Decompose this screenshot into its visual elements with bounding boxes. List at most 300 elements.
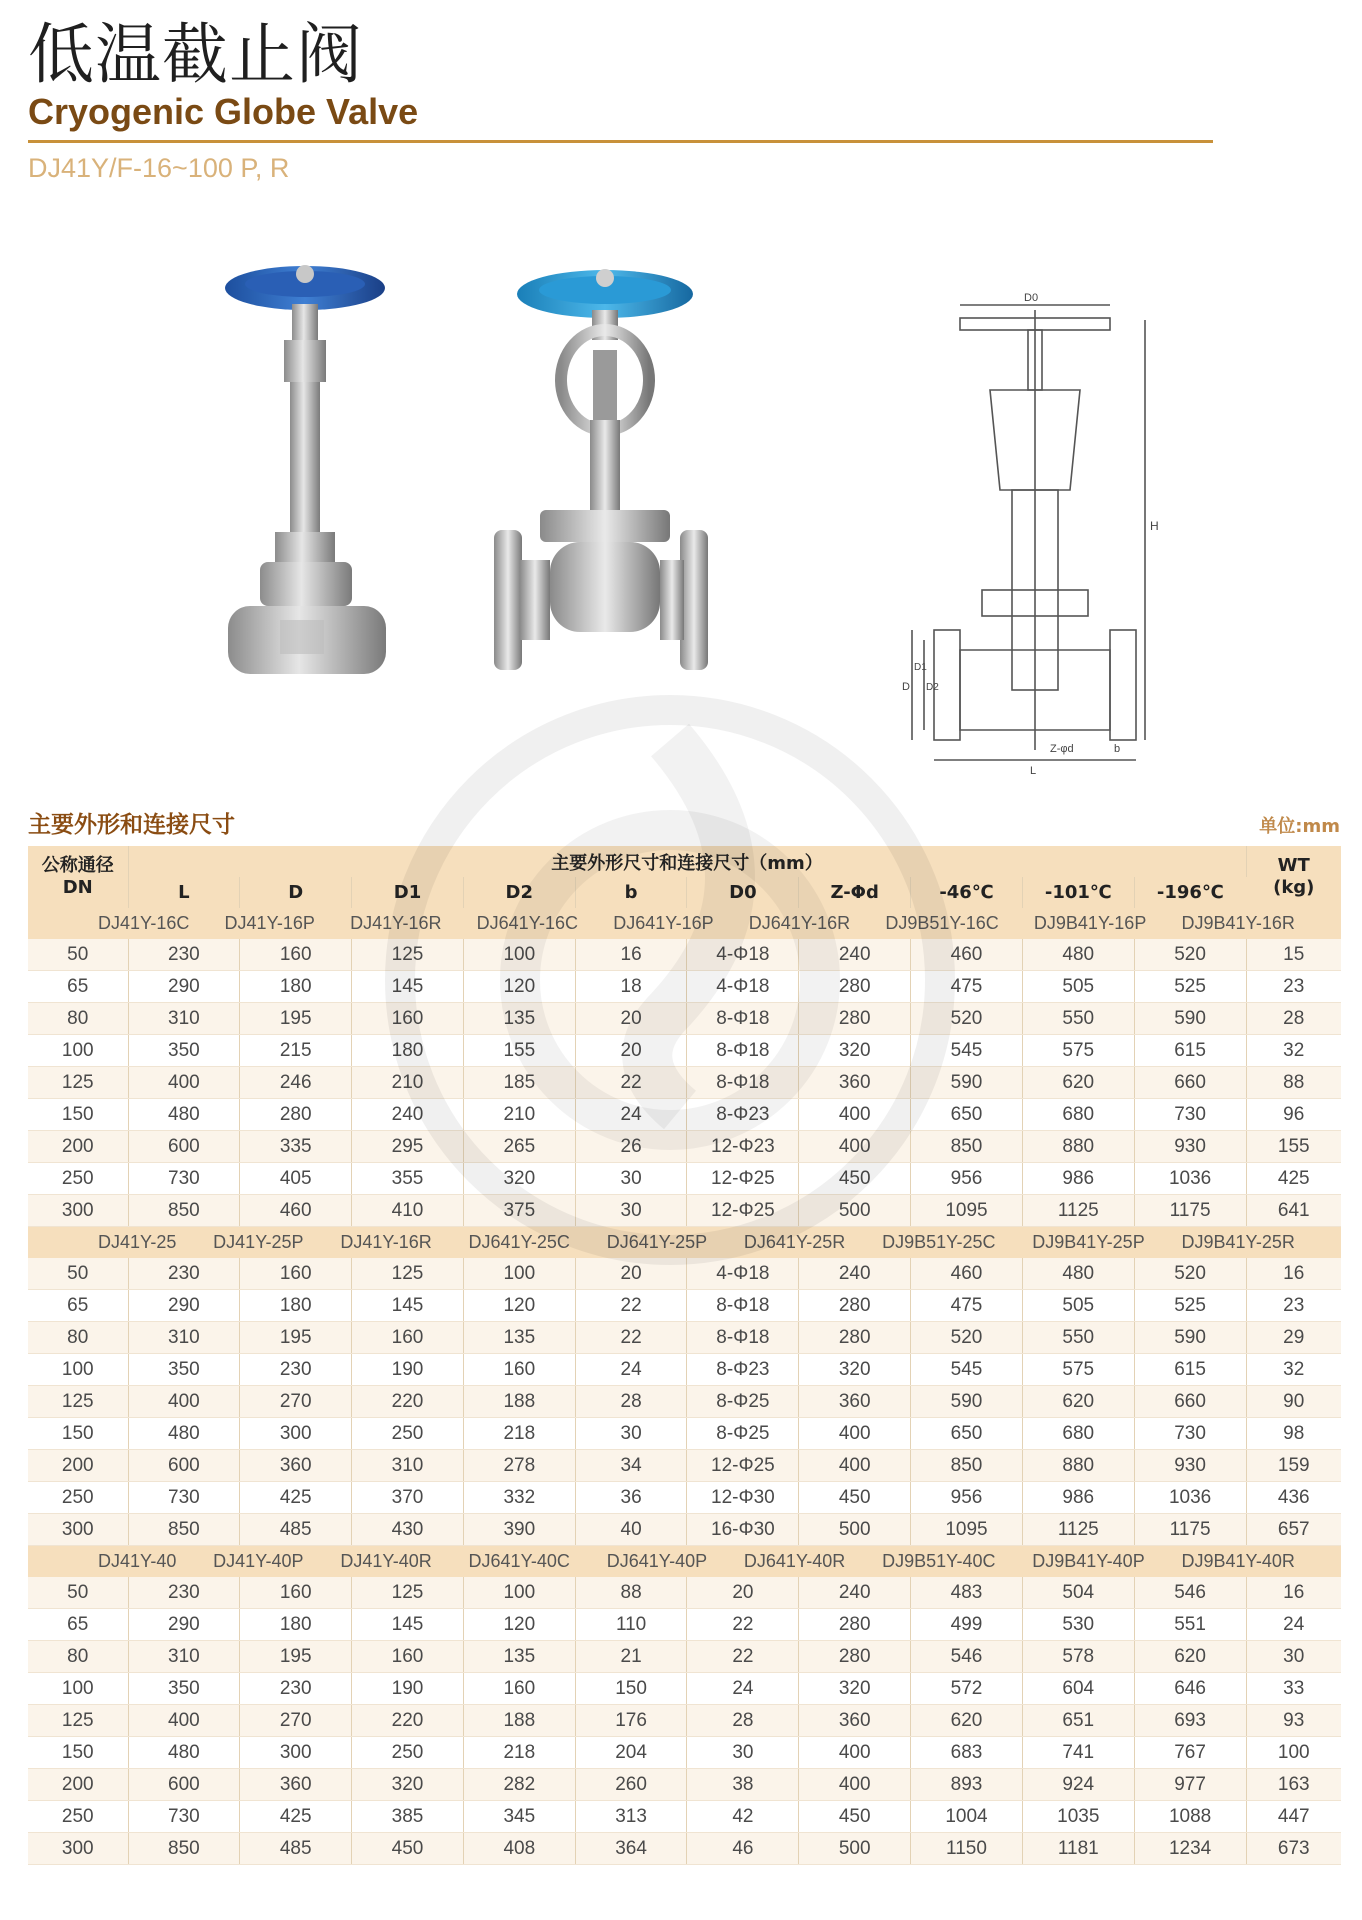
table-cell: 230 bbox=[128, 939, 240, 971]
col-header: -196℃ bbox=[1134, 877, 1246, 908]
table-cell: 163 bbox=[1246, 1769, 1341, 1801]
table-cell: 986 bbox=[1022, 1482, 1134, 1514]
table-cell: 65 bbox=[28, 1609, 128, 1641]
table-cell: 730 bbox=[128, 1482, 240, 1514]
table-cell: 1095 bbox=[911, 1195, 1023, 1227]
table-cell: 20 bbox=[575, 1003, 687, 1035]
table-cell: 615 bbox=[1134, 1354, 1246, 1386]
table-cell: 767 bbox=[1134, 1737, 1246, 1769]
col-dn-header: 公称通径 DN bbox=[28, 846, 128, 908]
table-cell: 436 bbox=[1246, 1482, 1341, 1514]
table-row bbox=[28, 1833, 1341, 1865]
table-cell: 150 bbox=[28, 1418, 128, 1450]
table-cell: 850 bbox=[911, 1450, 1023, 1482]
col-wt-header: WT (kg) bbox=[1246, 846, 1341, 908]
table-cell: 673 bbox=[1246, 1833, 1341, 1865]
table-cell: 290 bbox=[128, 1609, 240, 1641]
table-cell: 230 bbox=[240, 1354, 352, 1386]
table-cell: 1035 bbox=[1022, 1801, 1134, 1833]
table-cell: 20 bbox=[687, 1577, 799, 1609]
table-cell: 546 bbox=[911, 1641, 1023, 1673]
table-cell: 12-Φ25 bbox=[687, 1450, 799, 1482]
table-cell: 145 bbox=[352, 1290, 464, 1322]
table-cell: 483 bbox=[911, 1577, 1023, 1609]
table-cell: 460 bbox=[911, 939, 1023, 971]
table-cell: 100 bbox=[463, 1258, 575, 1290]
table-cell: 210 bbox=[463, 1099, 575, 1131]
table-cell: 550 bbox=[1022, 1003, 1134, 1035]
table-cell: 530 bbox=[1022, 1609, 1134, 1641]
table-cell: 956 bbox=[911, 1482, 1023, 1514]
table-cell: 12-Φ25 bbox=[687, 1195, 799, 1227]
table-cell: 313 bbox=[575, 1801, 687, 1833]
table-row bbox=[28, 1450, 1341, 1482]
table-cell: 320 bbox=[799, 1673, 911, 1705]
table-cell: 1125 bbox=[1022, 1195, 1134, 1227]
dimension-table bbox=[28, 846, 1341, 1865]
table-cell: 480 bbox=[1022, 939, 1134, 971]
table-cell: 680 bbox=[1022, 1418, 1134, 1450]
table-cell: 1036 bbox=[1134, 1482, 1246, 1514]
table-cell: 88 bbox=[1246, 1067, 1341, 1099]
table-cell: 300 bbox=[28, 1514, 128, 1546]
table-cell: 505 bbox=[1022, 1290, 1134, 1322]
table-row bbox=[28, 1099, 1341, 1131]
table-cell: 180 bbox=[352, 1035, 464, 1067]
table-row bbox=[28, 1514, 1341, 1546]
table-cell: 590 bbox=[911, 1386, 1023, 1418]
table-cell: 230 bbox=[240, 1673, 352, 1705]
model-code: DJ41Y-16P bbox=[224, 913, 315, 933]
table-cell: 880 bbox=[1022, 1131, 1134, 1163]
table-cell: 22 bbox=[575, 1067, 687, 1099]
table-cell: 280 bbox=[799, 1609, 911, 1641]
table-cell: 16 bbox=[1246, 1577, 1341, 1609]
table-cell: 250 bbox=[28, 1482, 128, 1514]
model-code: DJ9B41Y-16R bbox=[1181, 913, 1295, 933]
table-cell: 400 bbox=[799, 1418, 911, 1450]
table-cell: 282 bbox=[463, 1769, 575, 1801]
table-cell: 24 bbox=[1246, 1609, 1341, 1641]
table-cell: 1004 bbox=[911, 1801, 1023, 1833]
table-cell: 360 bbox=[240, 1450, 352, 1482]
table-cell: 188 bbox=[463, 1386, 575, 1418]
table-cell: 160 bbox=[463, 1673, 575, 1705]
col-header: Z-Φd bbox=[799, 877, 911, 908]
table-cell: 499 bbox=[911, 1609, 1023, 1641]
table-cell: 195 bbox=[240, 1641, 352, 1673]
table-cell: 360 bbox=[240, 1769, 352, 1801]
table-cell: 8-Φ18 bbox=[687, 1067, 799, 1099]
table-cell: 425 bbox=[240, 1482, 352, 1514]
table-cell: 50 bbox=[28, 1577, 128, 1609]
table-cell: 660 bbox=[1134, 1386, 1246, 1418]
table-cell: 190 bbox=[352, 1354, 464, 1386]
table-cell: 450 bbox=[352, 1833, 464, 1865]
table-row bbox=[28, 1769, 1341, 1801]
table-cell: 575 bbox=[1022, 1354, 1134, 1386]
table-row bbox=[28, 1705, 1341, 1737]
table-cell: 550 bbox=[1022, 1322, 1134, 1354]
table-cell: 310 bbox=[128, 1322, 240, 1354]
table-cell: 50 bbox=[28, 939, 128, 971]
table-cell: 505 bbox=[1022, 971, 1134, 1003]
table-cell: 120 bbox=[463, 1290, 575, 1322]
table-cell: 450 bbox=[799, 1801, 911, 1833]
table-cell: 120 bbox=[463, 1609, 575, 1641]
table-cell: 135 bbox=[463, 1003, 575, 1035]
table-cell: 986 bbox=[1022, 1163, 1134, 1195]
label-D1: D1 bbox=[914, 662, 927, 673]
table-cell: 28 bbox=[1246, 1003, 1341, 1035]
table-cell: 88 bbox=[575, 1577, 687, 1609]
table-cell: 4-Φ18 bbox=[687, 971, 799, 1003]
table-cell: 572 bbox=[911, 1673, 1023, 1705]
table-cell: 12-Φ25 bbox=[687, 1163, 799, 1195]
table-cell: 195 bbox=[240, 1322, 352, 1354]
table-cell: 320 bbox=[352, 1769, 464, 1801]
table-cell: 260 bbox=[575, 1769, 687, 1801]
model-band bbox=[28, 1227, 1341, 1259]
table-cell: 600 bbox=[128, 1769, 240, 1801]
table-cell: 155 bbox=[1246, 1131, 1341, 1163]
table-cell: 8-Φ18 bbox=[687, 1035, 799, 1067]
table-cell: 425 bbox=[1246, 1163, 1341, 1195]
table-cell: 80 bbox=[28, 1003, 128, 1035]
model-code: DJ41Y-16R bbox=[340, 1232, 432, 1252]
table-cell: 230 bbox=[128, 1577, 240, 1609]
table-cell: 220 bbox=[352, 1386, 464, 1418]
model-code: DJ41Y-40 bbox=[98, 1551, 177, 1571]
table-cell: 30 bbox=[575, 1163, 687, 1195]
table-cell: 250 bbox=[352, 1737, 464, 1769]
table-cell: 120 bbox=[463, 971, 575, 1003]
table-cell: 190 bbox=[352, 1673, 464, 1705]
table-cell: 360 bbox=[799, 1705, 911, 1737]
model-code: DJ41Y-25 bbox=[98, 1232, 177, 1252]
table-cell: 240 bbox=[799, 1258, 911, 1290]
label-D0: D0 bbox=[1024, 292, 1039, 304]
table-cell: 930 bbox=[1134, 1131, 1246, 1163]
table-cell: 741 bbox=[1022, 1737, 1134, 1769]
table-cell: 400 bbox=[799, 1099, 911, 1131]
table-cell: 160 bbox=[240, 939, 352, 971]
table-cell: 660 bbox=[1134, 1067, 1246, 1099]
table-cell: 500 bbox=[799, 1833, 911, 1865]
table-cell: 730 bbox=[1134, 1099, 1246, 1131]
table-cell: 525 bbox=[1134, 1290, 1246, 1322]
table-cell: 16 bbox=[1246, 1258, 1341, 1290]
table-cell: 620 bbox=[1022, 1067, 1134, 1099]
table-cell: 65 bbox=[28, 971, 128, 1003]
table-cell: 590 bbox=[1134, 1322, 1246, 1354]
table-cell: 240 bbox=[799, 1577, 911, 1609]
table-cell: 90 bbox=[1246, 1386, 1341, 1418]
table-cell: 125 bbox=[28, 1067, 128, 1099]
table-cell: 370 bbox=[352, 1482, 464, 1514]
table-cell: 310 bbox=[128, 1003, 240, 1035]
table-cell: 135 bbox=[463, 1641, 575, 1673]
table-cell: 350 bbox=[128, 1354, 240, 1386]
table-cell: 332 bbox=[463, 1482, 575, 1514]
table-cell: 280 bbox=[799, 1290, 911, 1322]
table-cell: 280 bbox=[799, 1003, 911, 1035]
model-code: DJ641Y-16R bbox=[748, 913, 851, 933]
table-cell: 28 bbox=[575, 1386, 687, 1418]
table-cell: 408 bbox=[463, 1833, 575, 1865]
table-cell: 100 bbox=[463, 939, 575, 971]
table-cell: 180 bbox=[240, 1609, 352, 1641]
table-row bbox=[28, 1003, 1341, 1035]
table-cell: 280 bbox=[799, 971, 911, 1003]
table-cell: 730 bbox=[1134, 1418, 1246, 1450]
col-header: D2 bbox=[463, 877, 575, 908]
table-cell: 30 bbox=[575, 1195, 687, 1227]
table-cell: 850 bbox=[911, 1131, 1023, 1163]
table-cell: 578 bbox=[1022, 1641, 1134, 1673]
table-cell: 160 bbox=[240, 1577, 352, 1609]
table-cell: 520 bbox=[1134, 939, 1246, 971]
table-cell: 604 bbox=[1022, 1673, 1134, 1705]
table-cell: 36 bbox=[575, 1482, 687, 1514]
table-cell: 280 bbox=[240, 1099, 352, 1131]
model-code: DJ9B41Y-25R bbox=[1181, 1232, 1295, 1252]
table-cell: 1175 bbox=[1134, 1195, 1246, 1227]
table-cell: 390 bbox=[463, 1514, 575, 1546]
table-cell: 20 bbox=[575, 1035, 687, 1067]
table-row bbox=[28, 1609, 1341, 1641]
table-cell: 100 bbox=[463, 1577, 575, 1609]
col-header: b bbox=[575, 877, 687, 908]
table-cell: 218 bbox=[463, 1737, 575, 1769]
table-cell: 15 bbox=[1246, 939, 1341, 971]
table-cell: 93 bbox=[1246, 1705, 1341, 1737]
table-cell: 32 bbox=[1246, 1035, 1341, 1067]
table-row bbox=[28, 1322, 1341, 1354]
table-cell: 360 bbox=[799, 1067, 911, 1099]
table-cell: 300 bbox=[28, 1833, 128, 1865]
table-cell: 125 bbox=[28, 1386, 128, 1418]
table-cell: 425 bbox=[240, 1801, 352, 1833]
valve-photo-flanged bbox=[480, 260, 720, 780]
table-cell: 447 bbox=[1246, 1801, 1341, 1833]
table-cell: 650 bbox=[911, 1418, 1023, 1450]
table-cell: 100 bbox=[28, 1035, 128, 1067]
table-cell: 135 bbox=[463, 1322, 575, 1354]
table-cell: 100 bbox=[28, 1354, 128, 1386]
model-code: DJ641Y-16P bbox=[613, 913, 714, 933]
table-cell: 30 bbox=[1246, 1641, 1341, 1673]
label-L: L bbox=[1030, 765, 1037, 777]
model-code: DJ9B51Y-40C bbox=[882, 1551, 996, 1571]
table-cell: 385 bbox=[352, 1801, 464, 1833]
table-cell: 850 bbox=[128, 1833, 240, 1865]
table-cell: 641 bbox=[1246, 1195, 1341, 1227]
table-cell: 450 bbox=[799, 1163, 911, 1195]
table-cell: 26 bbox=[575, 1131, 687, 1163]
model-code: DJ9B41Y-16P bbox=[1033, 913, 1147, 933]
table-cell: 1175 bbox=[1134, 1514, 1246, 1546]
table-cell: 730 bbox=[128, 1801, 240, 1833]
model-code: DJ9B41Y-25P bbox=[1032, 1232, 1145, 1252]
table-cell: 46 bbox=[687, 1833, 799, 1865]
table-cell: 545 bbox=[911, 1035, 1023, 1067]
table-cell: 977 bbox=[1134, 1769, 1246, 1801]
table-cell: 400 bbox=[128, 1705, 240, 1737]
table-cell: 290 bbox=[128, 971, 240, 1003]
table-row bbox=[28, 1354, 1341, 1386]
table-cell: 8-Φ18 bbox=[687, 1003, 799, 1035]
table-cell: 42 bbox=[687, 1801, 799, 1833]
table-cell: 400 bbox=[799, 1769, 911, 1801]
model-band bbox=[28, 908, 1341, 939]
model-code: DJ9B51Y-25C bbox=[882, 1232, 996, 1252]
table-cell: 8-Φ23 bbox=[687, 1354, 799, 1386]
table-row bbox=[28, 1641, 1341, 1673]
table-cell: 100 bbox=[1246, 1737, 1341, 1769]
table-cell: 575 bbox=[1022, 1035, 1134, 1067]
table-cell: 355 bbox=[352, 1163, 464, 1195]
model-code: DJ41Y-16R bbox=[350, 913, 442, 933]
title-divider bbox=[28, 140, 1213, 143]
table-cell: 280 bbox=[799, 1641, 911, 1673]
model-code: DJ641Y-40C bbox=[468, 1551, 570, 1571]
valve-dimension-drawing bbox=[900, 290, 1200, 780]
valve-photo-socket-weld bbox=[220, 260, 400, 760]
table-cell: 150 bbox=[28, 1099, 128, 1131]
model-band bbox=[28, 1546, 1341, 1578]
table-cell: 278 bbox=[463, 1450, 575, 1482]
table-cell: 400 bbox=[128, 1067, 240, 1099]
table-cell: 22 bbox=[687, 1609, 799, 1641]
table-cell: 1150 bbox=[911, 1833, 1023, 1865]
table-cell: 551 bbox=[1134, 1609, 1246, 1641]
table-cell: 160 bbox=[352, 1322, 464, 1354]
model-code: DJ9B51Y-16C bbox=[885, 913, 999, 933]
table-cell: 125 bbox=[28, 1705, 128, 1737]
table-cell: 200 bbox=[28, 1450, 128, 1482]
table-cell: 80 bbox=[28, 1322, 128, 1354]
table-cell: 520 bbox=[911, 1003, 1023, 1035]
table-cell: 345 bbox=[463, 1801, 575, 1833]
table-cell: 460 bbox=[911, 1258, 1023, 1290]
table-cell: 16 bbox=[575, 939, 687, 971]
table-cell: 683 bbox=[911, 1737, 1023, 1769]
table-cell: 30 bbox=[575, 1418, 687, 1450]
table-row bbox=[28, 1577, 1341, 1609]
table-cell: 160 bbox=[352, 1641, 464, 1673]
table-row bbox=[28, 971, 1341, 1003]
model-code: DJ9B41Y-40P bbox=[1032, 1551, 1145, 1571]
table-cell: 545 bbox=[911, 1354, 1023, 1386]
table-cell: 80 bbox=[28, 1641, 128, 1673]
table-cell: 400 bbox=[128, 1386, 240, 1418]
table-cell: 475 bbox=[911, 971, 1023, 1003]
model-code: DJ641Y-25P bbox=[606, 1232, 708, 1252]
table-cell: 350 bbox=[128, 1673, 240, 1705]
table-cell: 405 bbox=[240, 1163, 352, 1195]
table-cell: 250 bbox=[28, 1801, 128, 1833]
col-header: D bbox=[240, 877, 352, 908]
table-row bbox=[28, 1482, 1341, 1514]
table-cell: 1088 bbox=[1134, 1801, 1246, 1833]
table-cell: 520 bbox=[911, 1322, 1023, 1354]
table-cell: 218 bbox=[463, 1418, 575, 1450]
table-cell: 160 bbox=[463, 1354, 575, 1386]
table-cell: 28 bbox=[687, 1705, 799, 1737]
table-cell: 250 bbox=[28, 1163, 128, 1195]
table-row bbox=[28, 1035, 1341, 1067]
table-cell: 125 bbox=[352, 939, 464, 971]
table-cell: 246 bbox=[240, 1067, 352, 1099]
table-cell: 24 bbox=[575, 1099, 687, 1131]
table-cell: 1234 bbox=[1134, 1833, 1246, 1865]
table-cell: 657 bbox=[1246, 1514, 1341, 1546]
table-cell: 485 bbox=[240, 1514, 352, 1546]
table-cell: 600 bbox=[128, 1450, 240, 1482]
table-cell: 600 bbox=[128, 1131, 240, 1163]
table-cell: 125 bbox=[352, 1258, 464, 1290]
model-code: DJ641Y-40P bbox=[606, 1551, 708, 1571]
table-cell: 100 bbox=[28, 1673, 128, 1705]
label-D2: D2 bbox=[926, 682, 939, 693]
table-cell: 480 bbox=[128, 1099, 240, 1131]
table-cell: 290 bbox=[128, 1290, 240, 1322]
col-header: D1 bbox=[352, 877, 464, 908]
table-cell: 240 bbox=[352, 1099, 464, 1131]
table-cell: 335 bbox=[240, 1131, 352, 1163]
table-cell: 475 bbox=[911, 1290, 1023, 1322]
table-cell: 320 bbox=[799, 1354, 911, 1386]
table-cell: 620 bbox=[1134, 1641, 1246, 1673]
section-title: 主要外形和连接尺寸 bbox=[28, 812, 235, 838]
table-cell: 300 bbox=[240, 1737, 352, 1769]
table-cell: 650 bbox=[911, 1099, 1023, 1131]
table-cell: 110 bbox=[575, 1609, 687, 1641]
label-b: b bbox=[1114, 743, 1121, 755]
table-cell: 880 bbox=[1022, 1450, 1134, 1482]
table-cell: 150 bbox=[28, 1737, 128, 1769]
label-D: D bbox=[902, 681, 910, 693]
table-cell: 240 bbox=[799, 939, 911, 971]
table-cell: 195 bbox=[240, 1003, 352, 1035]
table-cell: 210 bbox=[352, 1067, 464, 1099]
table-cell: 410 bbox=[352, 1195, 464, 1227]
table-cell: 590 bbox=[911, 1067, 1023, 1099]
table-cell: 159 bbox=[1246, 1450, 1341, 1482]
table-row bbox=[28, 1131, 1341, 1163]
table-cell: 485 bbox=[240, 1833, 352, 1865]
table-cell: 680 bbox=[1022, 1099, 1134, 1131]
product-images bbox=[0, 240, 1362, 800]
table-cell: 1181 bbox=[1022, 1833, 1134, 1865]
table-cell: 295 bbox=[352, 1131, 464, 1163]
table-cell: 4-Φ18 bbox=[687, 939, 799, 971]
label-H: H bbox=[1150, 519, 1159, 533]
table-cell: 40 bbox=[575, 1514, 687, 1546]
table-cell: 23 bbox=[1246, 971, 1341, 1003]
table-cell: 155 bbox=[463, 1035, 575, 1067]
model-code: DJ641Y-40R bbox=[743, 1551, 846, 1571]
table-cell: 310 bbox=[352, 1450, 464, 1482]
table-cell: 930 bbox=[1134, 1450, 1246, 1482]
table-cell: 8-Φ18 bbox=[687, 1290, 799, 1322]
model-code: DJ641Y-25R bbox=[743, 1232, 846, 1252]
table-cell: 615 bbox=[1134, 1035, 1246, 1067]
table-cell: 480 bbox=[128, 1737, 240, 1769]
table-cell: 651 bbox=[1022, 1705, 1134, 1737]
table-cell: 150 bbox=[575, 1673, 687, 1705]
